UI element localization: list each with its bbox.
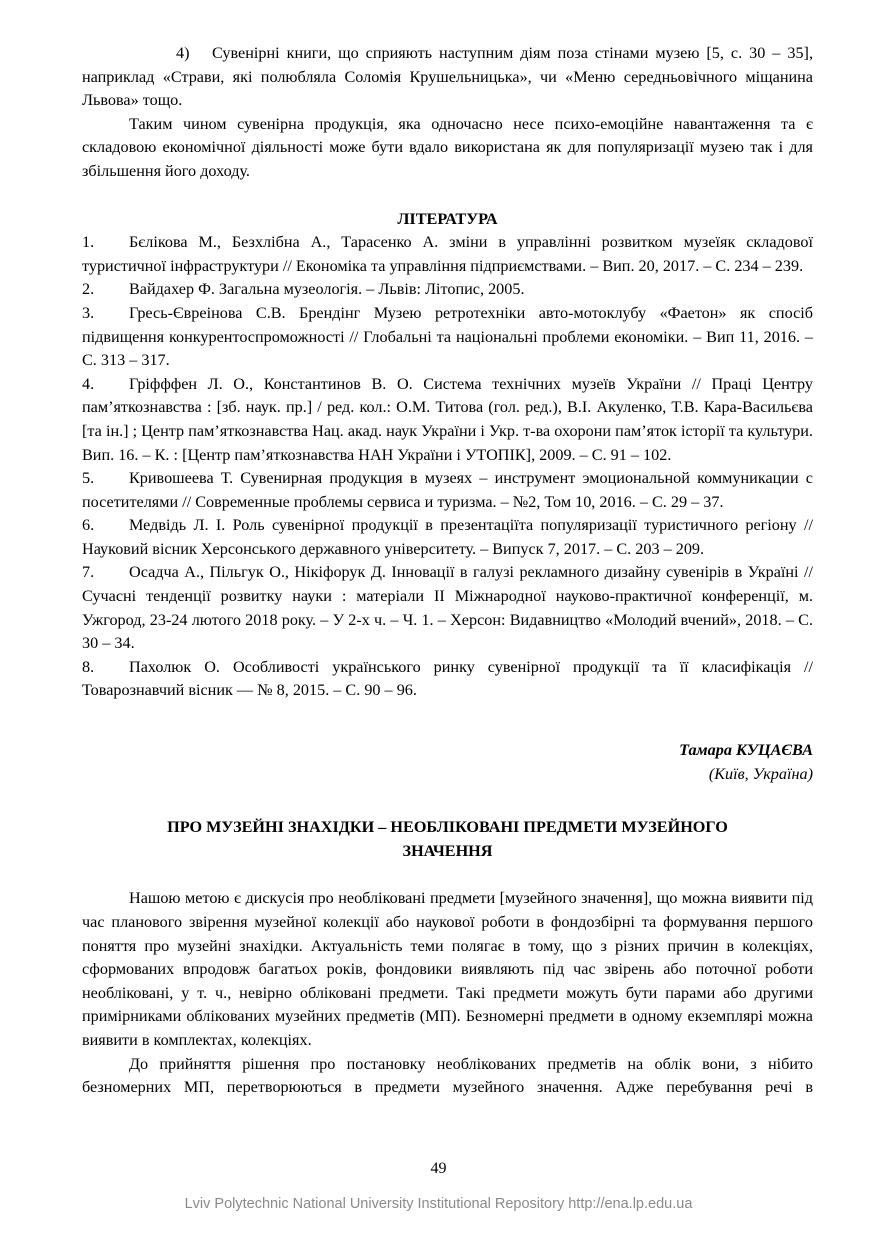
author-name: Тамара КУЦАЄВА	[679, 741, 813, 760]
reference-list	[82, 231, 813, 703]
page-body	[82, 42, 813, 1100]
reference-item	[82, 302, 813, 373]
reference-number: 1.	[82, 233, 95, 252]
reference-text: Бєлікова М., Безхлібна А., Тарасенко А. зміни в управлінні розвитком музеїяк складової туристичної інфраструктури // Економіка та управління підприємствами. – Вип. 20, 2017. – С. 234 – 239.	[82, 233, 813, 275]
reference-number: 7.	[82, 563, 95, 582]
repository-footer: Lviv Polytechnic National University Institutional Repository http://ena.lp.edu.ua	[184, 1196, 693, 1212]
reference-text: Медвідь Л. І. Роль сувенірної продукції в презентаціїта популяризації туристичного регіону // Науковий вісник Херсонського державного університету. – Випуск 7, 2017. – С. 203 – 209.	[82, 516, 813, 558]
reference-text: Гріфффен Л. О., Константинов В. О. Система технічних музеїв України // Праці Центру пам’яткознавства : [зб. наук. пр.] / ред. кол.: О.М. Титова (гол. ред.), В.І. Акуленко, Т.В. Кара-Васильєва [та ін.] ; Центр пам’яткознавства Нац. акад. наук України і Укр. т-ва охорони пам’яток історії та культури. Вип. 16. – К. : [Центр пам’яткознавства НАН України і УТОПІК], 2009. – С. 91 – 102.	[82, 374, 813, 464]
author-location: (Київ, Україна)	[708, 764, 813, 783]
reference-item	[82, 373, 813, 467]
reference-item	[82, 514, 813, 561]
reference-number: 8.	[82, 657, 95, 676]
spacer	[82, 863, 813, 887]
spacer	[82, 184, 813, 208]
reference-number: 6.	[82, 516, 95, 535]
reference-item	[82, 467, 813, 514]
reference-item	[82, 231, 813, 278]
body-paragraph: До прийняття рішення про постановку необлікованих предметів на облік вони, з нібито безномерних МП, перетворюються в предмети музейного значення. Адже перебування речі в	[82, 1054, 813, 1097]
spacer	[82, 703, 813, 739]
reference-number: 3.	[82, 303, 95, 322]
reference-text: Осадча А., Пільгук О., Нікіфорук Д. Інновації в галузі рекламного дизайну сувенірів в Україні // Сучасні тенденції розвитку науки : матеріали ІІ Міжнародної науково-практичної конференції, м. Ужгород, 23-24 лютого 2018 року. – У 2-х ч. – Ч. 1. – Херсон: Видавництво «Молодий вчений», 2018. – С. 30 – 34.	[82, 563, 813, 653]
reference-number: 5.	[82, 469, 95, 488]
body-paragraph: Нашою метою є дискусія про необліковані предмети [музейного значення], що можна виявити під час планового звірення музейної колекції або наукової роботи в фондозбірні та формування першого поняття про музейні знахідки. Актуальність теми полягає в тому, що з різних причин в колекціях, сформованих впродовж багатьох років, фондовики виявляють під час звірень або поточної роботи необліковані, у т. ч., невірно обліковані предмети. Такі предмети можуть бути парами або другими примірниками облікованих музейних предметів (МП). Безномерні предмети в одному екземплярі можна виявити в комплектах, колекціях.	[82, 889, 813, 1049]
spacer	[82, 786, 813, 816]
item-number: 4)	[176, 44, 190, 62]
reference-text: Гресь-Євреінова С.В. Брендінг Музею ретротехніки авто-мотоклубу «Фаетон» як спосіб підвищення конкурентоспроможності // Глобальні та національні проблеми економіки. – Вип 11, 2016. – С. 313 – 317.	[82, 303, 813, 370]
reference-item	[82, 278, 813, 302]
reference-text: Кривошеева Т. Сувенирная продукция в музеях – инструмент эмоциональной коммуникации с посетителями // Современные проблемы сервиса и туризма. – №2, Том 10, 2016. – С. 29 – 37.	[82, 469, 813, 511]
item-text: Сувенірні книги, що сприяють наступним діям поза стінами музею [5, с. 30 – 35], наприклад «Страви, які полюбляла Соломія Крушельницька», чи «Меню середньовічного міщанина Львова» тощо.	[82, 44, 813, 110]
reference-text: Вайдахер Ф. Загальна музеологія. – Львів: Літопис, 2005.	[129, 280, 525, 299]
conclusion-paragraph: Таким чином сувенірна продукція, яка одночасно несе психо-емоційне навантаження та є складовою економічної діяльності може бути вдало використана як для популяризації музею так і для збільшення його доходу.	[82, 114, 813, 180]
page-number: 49	[430, 1160, 447, 1177]
list-item-4	[82, 42, 813, 113]
literature-heading: ЛІТЕРАТУРА	[397, 209, 498, 228]
reference-number: 4.	[82, 374, 95, 393]
reference-item	[82, 561, 813, 655]
article-title: ПРО МУЗЕЙНІ ЗНАХІДКИ – НЕОБЛІКОВАНІ ПРЕДМЕТИ МУЗЕЙНОГО ЗНАЧЕННЯ	[167, 818, 728, 860]
reference-text: Пахолюк О. Особливості українського ринку сувенірної продукції та її класифікація // Товарознавчий вісник — № 8, 2015. – С. 90 – 96.	[82, 657, 813, 700]
reference-number: 2.	[82, 280, 95, 299]
author-block	[82, 739, 813, 786]
reference-item	[82, 656, 813, 703]
